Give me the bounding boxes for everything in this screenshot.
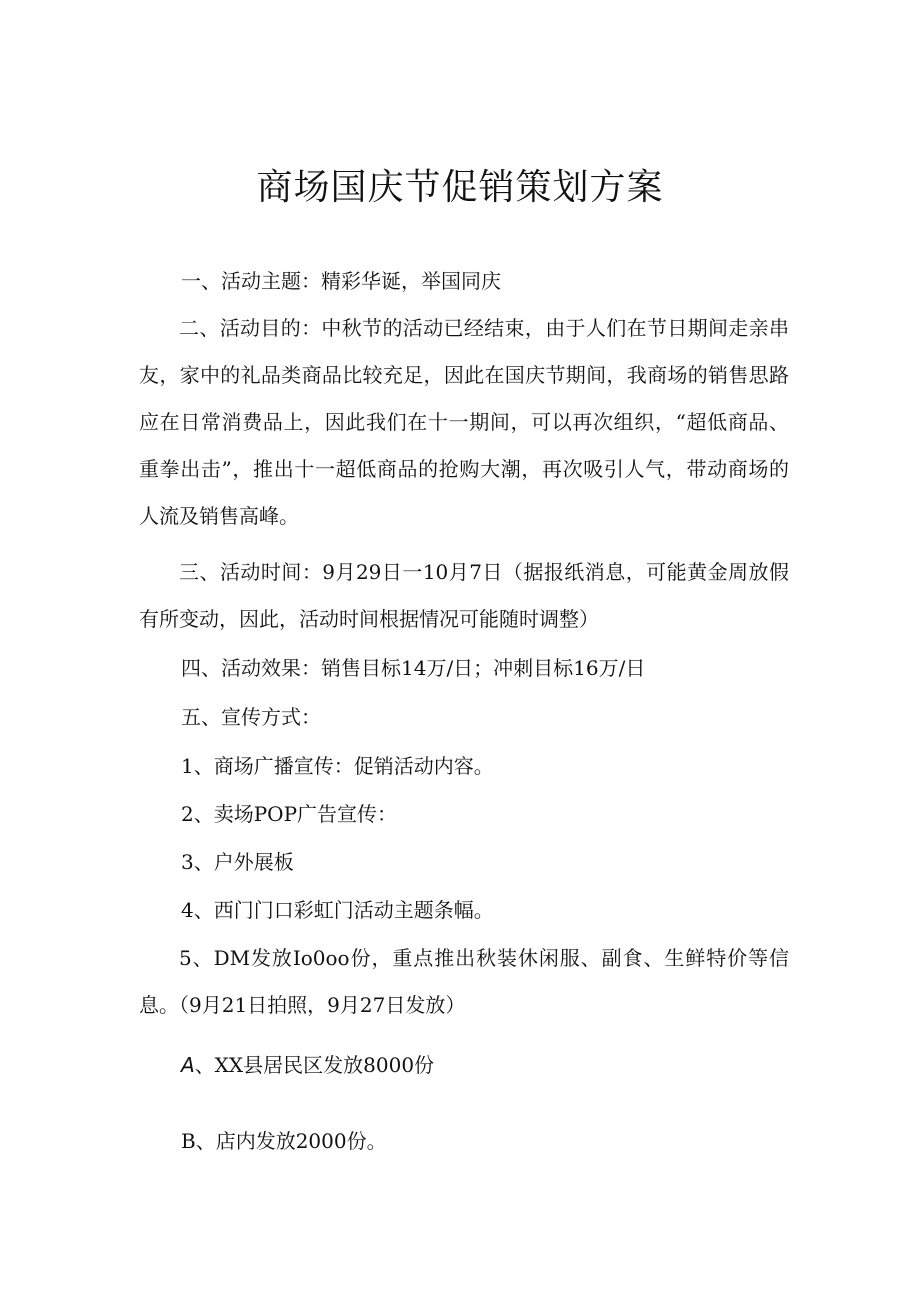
activity-time: 三、活动时间：9月29日一10月7日（据报纸消息，可能黄金周放假有所变动，因此，活动时间根据情况可能随时调整） (139, 560, 789, 631)
dm-distribution: 5、DM发放Io0oo份，重点推出秋装休闲服、副食、生鲜特价等信息。（9月21日拍照，9月27日发放） (139, 946, 789, 1017)
publicity-item-1: 1、商场广播宣传：促销活动内容。 (181, 754, 494, 778)
activity-effect: 四、活动效果：销售目标14万/日；冲刺目标16万/日 (181, 656, 646, 680)
publicity-heading: 五、宣传方式： (181, 705, 321, 729)
document-title: 商场国庆节促销策划方案 (256, 167, 664, 208)
sub-item-a (181, 1042, 434, 1089)
sub-item-a-letter: A (181, 1053, 195, 1077)
activity-purpose: 二、活动目的：中秋节的活动已经结束，由于人们在节日期间走亲串友，家中的礼品类商品比较充足，因此在国庆节期间，我商场的销售思路应在日常消费品上，因此我们在十一期间，可以再次组织，“超低商品、重拳出击”，推出十一超低商品的抢购大潮，再次吸引人气，带动商场的人流及销售高峰。 (139, 316, 789, 528)
activity-theme: 一、活动主题：精彩华诞，举国同庆 (181, 269, 501, 293)
publicity-item-3: 3、户外展板 (181, 850, 294, 874)
publicity-item-4: 4、西门门口彩虹门活动主题条幅。 (181, 898, 494, 922)
publicity-item-2: 2、卖场POP广告宣传： (181, 802, 398, 826)
sub-item-a-text: 、XX县居民区发放8000份 (194, 1053, 435, 1077)
sub-item-b: B、店内发放2000份。 (181, 1129, 387, 1153)
